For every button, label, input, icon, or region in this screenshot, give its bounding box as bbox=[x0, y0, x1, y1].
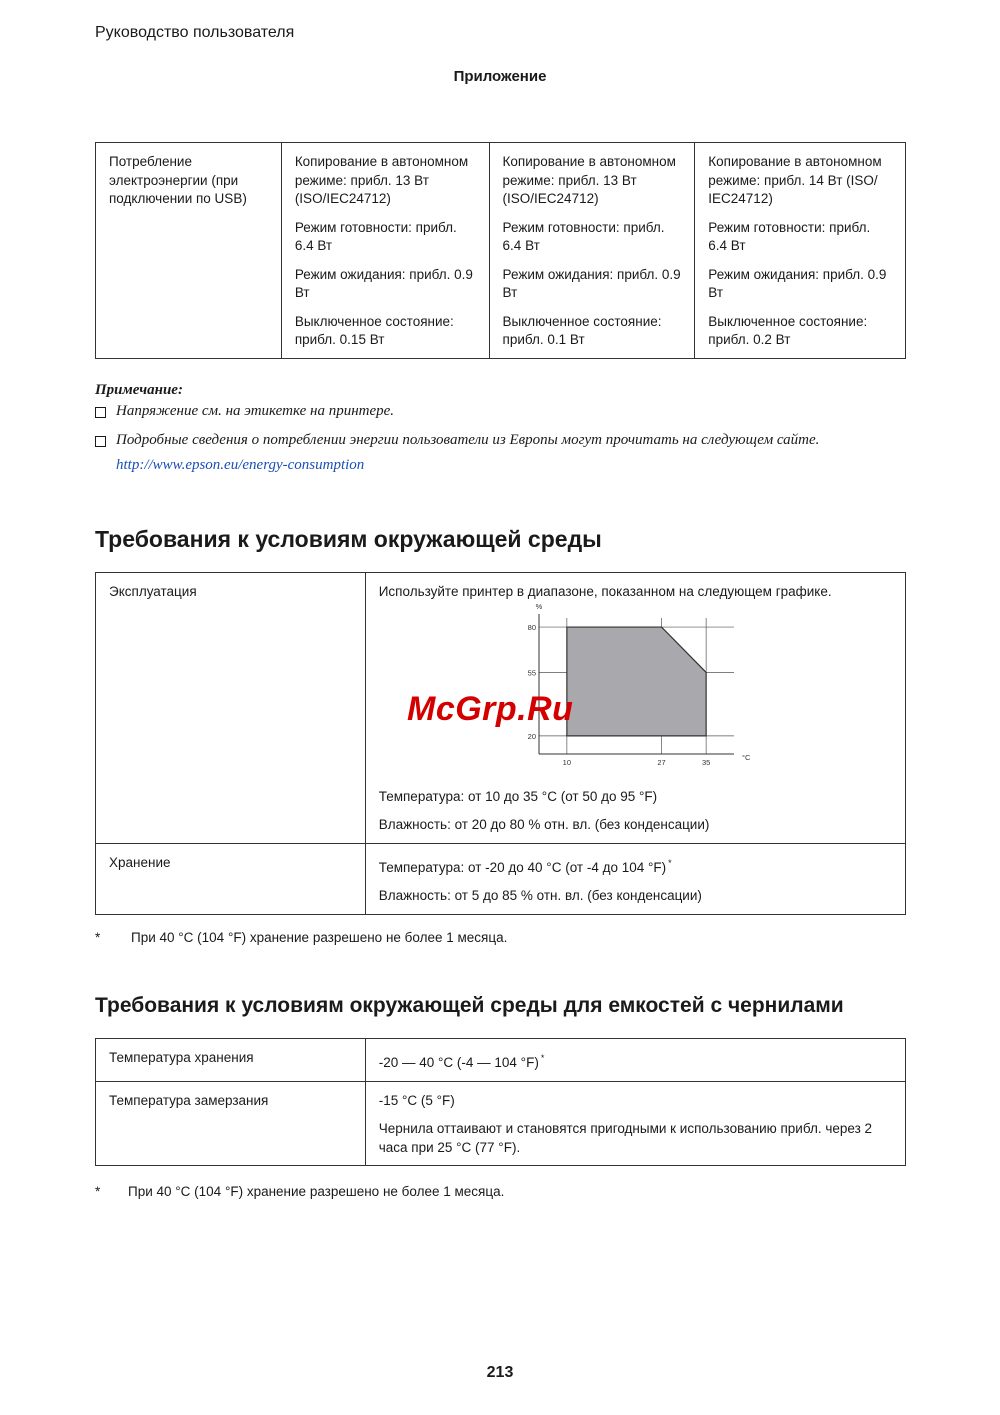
ink-table bbox=[95, 1038, 906, 1166]
section-title: Приложение bbox=[453, 68, 547, 85]
power-sleep-mode: Режим ожидания: прибл. 0.9 Вт bbox=[502, 266, 681, 300]
ink-footnote bbox=[95, 1184, 504, 1199]
storage-label: Хранение bbox=[109, 854, 171, 870]
operation-label-cell bbox=[96, 573, 366, 844]
power-column-1 bbox=[281, 143, 489, 359]
table-row bbox=[96, 843, 906, 914]
y-tick-label: 55 bbox=[527, 667, 536, 677]
environment-heading: Требования к условиям окружающей среды bbox=[95, 526, 602, 552]
table-row bbox=[96, 1039, 906, 1082]
ink-freezing-value-cell bbox=[365, 1081, 905, 1166]
list-item bbox=[95, 432, 915, 474]
ink-heading: Требования к условиям окружающей среды для емкостей с чернилами bbox=[95, 994, 844, 1017]
power-copy-mode: Копирование в автономном режиме: прибл. 14 Вт (ISO/ IEC24712) bbox=[708, 154, 882, 206]
ink-freezing-value: -15 °C (5 °F) bbox=[378, 1092, 455, 1108]
watermark: McGrp.Ru bbox=[407, 690, 574, 728]
power-sleep-mode: Режим ожидания: прибл. 0.9 Вт bbox=[294, 266, 473, 300]
ink-freezing-label: Температура замерзания bbox=[109, 1092, 269, 1108]
operation-temperature: Температура: от 10 до 35 °C (от 50 до 95 °F) bbox=[378, 788, 658, 804]
storage-temperature-line bbox=[379, 854, 892, 878]
operating-range-area bbox=[567, 627, 706, 736]
power-consumption-table bbox=[95, 142, 906, 359]
ink-freezing-note: Чернила оттаивают и становятся пригодными к использованию прибл. через 2 часа при 25 °C (77 °F). bbox=[378, 1121, 873, 1155]
power-sleep-mode: Режим ожидания: прибл. 0.9 Вт bbox=[708, 266, 887, 300]
storage-value-cell bbox=[365, 843, 905, 914]
y-tick-label: 80 bbox=[527, 622, 536, 632]
ink-storage-label-cell bbox=[96, 1039, 366, 1082]
footnote-marker: * bbox=[540, 1053, 545, 1063]
environment-table bbox=[95, 572, 906, 915]
power-copy-mode: Копирование в автономном режиме: прибл. 13 Вт (ISO/IEC24712) bbox=[502, 154, 676, 206]
storage-temperature: Температура: от -20 до 40 °C (от -4 до 104 °F) bbox=[378, 859, 667, 875]
environment-footnote bbox=[95, 930, 507, 945]
table-row bbox=[96, 143, 906, 359]
y-axis-label: % bbox=[535, 601, 543, 611]
operation-humidity: Влажность: от 20 до 80 % отн. вл. (без конденсации) bbox=[378, 817, 710, 832]
power-ready-mode: Режим готовности: прибл. 6.4 Вт bbox=[294, 219, 457, 253]
x-axis-label: °C bbox=[741, 752, 751, 762]
ink-storage-label: Температура хранения bbox=[109, 1050, 254, 1065]
operation-intro: Используйте принтер в диапазоне, показанном на следующем графике. bbox=[378, 584, 832, 599]
power-ready-mode: Режим готовности: прибл. 6.4 Вт bbox=[502, 219, 665, 253]
x-tick-label: 35 bbox=[701, 757, 711, 767]
document-title: Руководство пользователя bbox=[95, 24, 295, 41]
power-off-mode: Выключенное состояние: прибл. 0.1 Вт bbox=[502, 313, 662, 347]
power-label: Потребление электроэнергии (при подключении по USB) bbox=[109, 154, 247, 206]
storage-label-cell bbox=[96, 843, 366, 914]
page-number: 213 bbox=[486, 1364, 514, 1381]
power-copy-mode: Копирование в автономном режиме: прибл. 13 Вт (ISO/IEC24712) bbox=[294, 154, 469, 206]
note-block bbox=[95, 382, 915, 486]
power-label-cell bbox=[96, 143, 282, 359]
footnote-text: При 40 °C (104 °F) хранение разрешено не более 1 месяца. bbox=[128, 1184, 505, 1199]
x-tick-label: 27 bbox=[657, 757, 666, 767]
note-text: Напряжение см. на этикетке на принтере. bbox=[116, 403, 395, 419]
checkbox-bullet-icon bbox=[95, 407, 106, 418]
power-column-3 bbox=[695, 143, 906, 359]
note-text: Подробные сведения о потреблении энергии пользователи из Европы могут прочитать на следующем сайте. bbox=[116, 432, 820, 448]
power-off-mode: Выключенное состояние: прибл. 0.2 Вт bbox=[708, 313, 868, 347]
storage-humidity: Влажность: от 5 до 85 % отн. вл. (без конденсации) bbox=[378, 888, 702, 903]
checkbox-bullet-icon bbox=[95, 436, 106, 447]
list-item bbox=[95, 403, 915, 420]
power-off-mode: Выключенное состояние: прибл. 0.15 Вт bbox=[294, 313, 454, 347]
table-row bbox=[96, 1081, 906, 1166]
power-ready-mode: Режим готовности: прибл. 6.4 Вт bbox=[708, 219, 871, 253]
footnote-text: При 40 °C (104 °F) хранение разрешено не более 1 месяца. bbox=[131, 930, 508, 945]
power-column-2 bbox=[489, 143, 695, 359]
x-tick-label: 10 bbox=[562, 757, 571, 767]
ink-storage-value-cell bbox=[365, 1039, 905, 1082]
note-title: Примечание: bbox=[95, 382, 183, 398]
footnote-star: * bbox=[95, 930, 101, 945]
energy-consumption-link[interactable]: http://www.epson.eu/energy-consumption bbox=[116, 457, 365, 473]
footnote-star: * bbox=[95, 1184, 101, 1199]
ink-storage-value: -20 — 40 °C (-4 — 104 °F) bbox=[378, 1055, 539, 1070]
footnote-marker: * bbox=[668, 857, 672, 868]
operation-label: Эксплуатация bbox=[109, 584, 197, 599]
y-tick-label: 20 bbox=[527, 731, 536, 741]
ink-freezing-label-cell bbox=[96, 1081, 366, 1166]
